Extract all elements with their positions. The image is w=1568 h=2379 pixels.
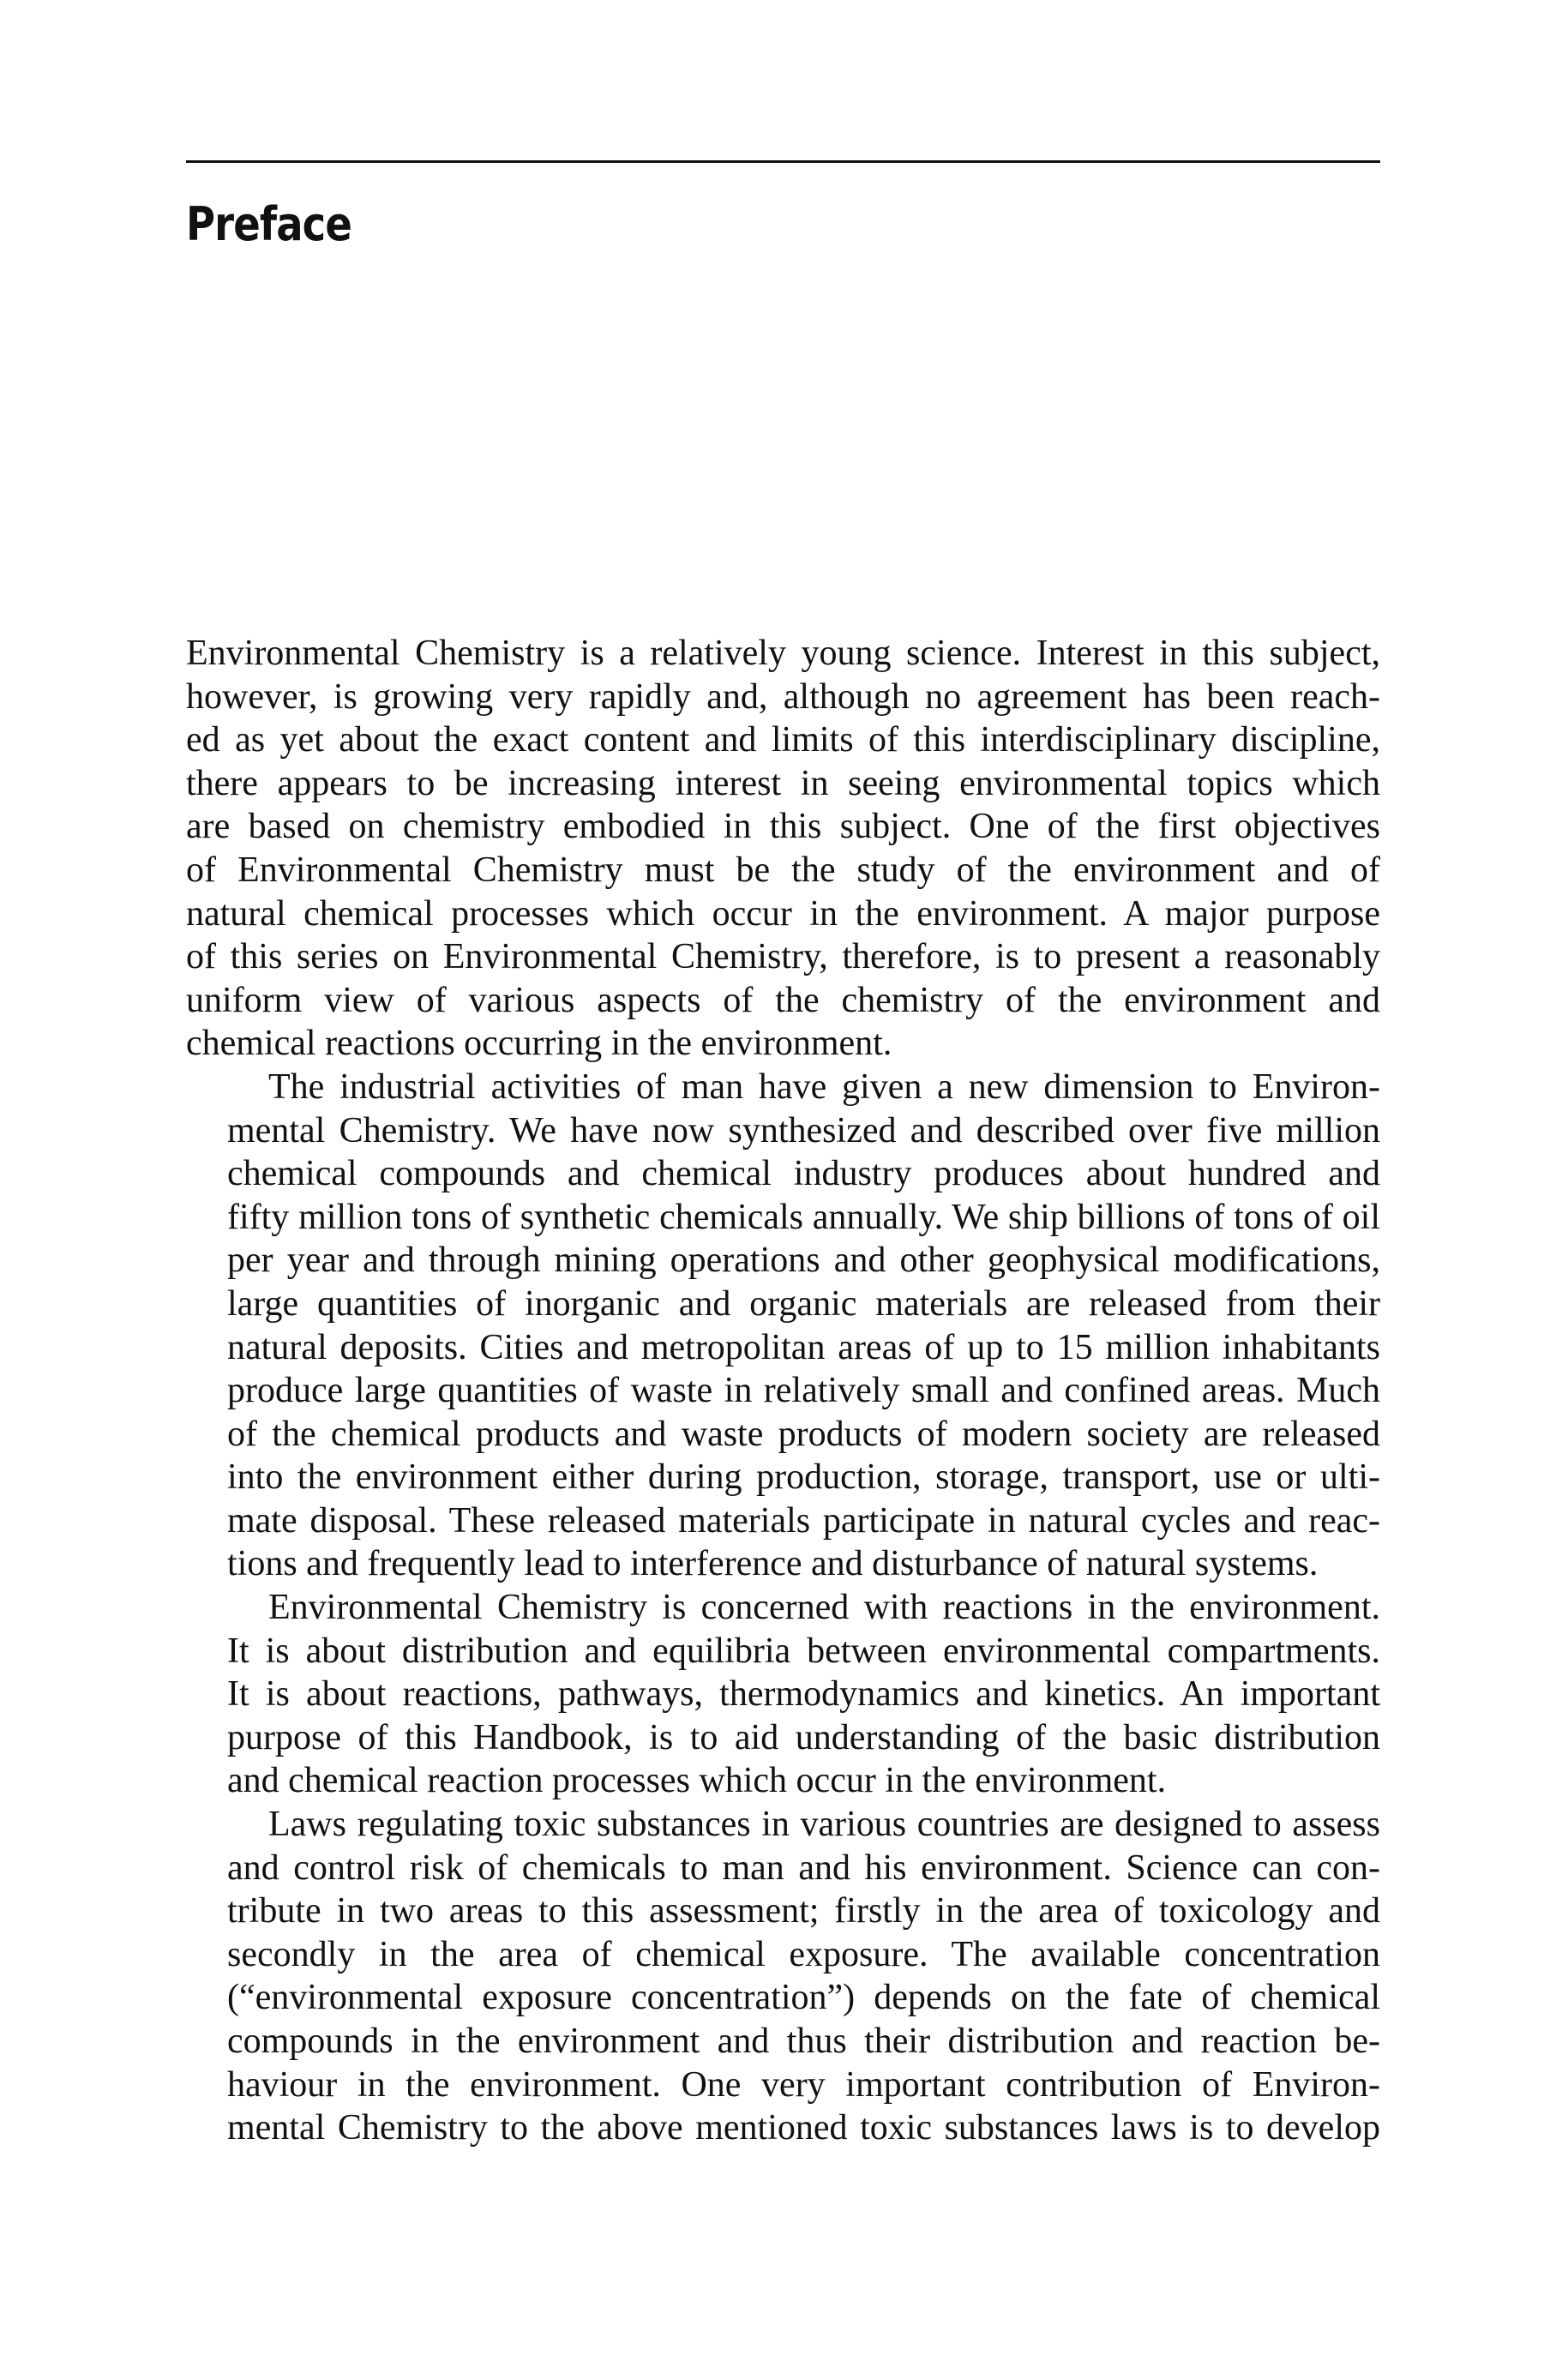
text-line: and control risk of chemicals to man and his environment. Science can con- [227, 1847, 1380, 1888]
text-line: Environmental Chemistry is a relatively young science. Interest in this subject, [186, 634, 1380, 673]
page-title: Preface [186, 197, 351, 251]
text-line: ed as yet about the exact content and limits of this interdisciplinary discipline, [186, 720, 1380, 760]
text-line: secondly in the area of chemical exposure. The available concentration [227, 1934, 1380, 1974]
text-line: Laws regulating toxic substances in various countries are designed to assess [268, 1805, 1380, 1845]
text-line: however, is growing very rapidly and, although no agreement has been reach- [186, 676, 1380, 717]
text-line: mental Chemistry. We have now synthesized and described over five million [227, 1110, 1380, 1150]
paragraph-4 [186, 1803, 1380, 2150]
paragraph-2 [186, 1066, 1380, 1586]
text-line: are based on chemistry embodied in this subject. One of the first objectives [186, 807, 1380, 847]
text-line: produce large quantities of waste in relatively small and confined areas. Much [227, 1371, 1380, 1411]
text-line: natural chemical processes which occur in the environment. A major purpose [186, 893, 1380, 934]
text-line: of the chemical products and waste products of modern society are released [227, 1414, 1380, 1454]
text-line: purpose of this Handbook, is to aid understanding of the basic distribution [227, 1717, 1380, 1757]
paragraph-1 [186, 632, 1380, 1066]
text-line: fifty million tons of synthetic chemicals annually. We ship billions of tons of oil [227, 1197, 1380, 1237]
text-line: It is about distribution and equilibria between environmental compartments. [227, 1631, 1380, 1671]
header-rule [186, 160, 1380, 163]
text-line: into the environment either during production, storage, transport, use or ulti- [227, 1457, 1380, 1498]
text-line: (“environmental exposure concentration”) depends on the fate of chemical [227, 1978, 1380, 2018]
text-line: tribute in two areas to this assessment; firstly in the area of toxicology and [227, 1891, 1380, 1931]
text-line: large quantities of inorganic and organic materials are released from their [227, 1283, 1380, 1324]
text-line: of this series on Environmental Chemistry, therefore, is to present a reasonably [186, 937, 1380, 977]
preface-body [186, 632, 1380, 2150]
text-line: per year and through mining operations and other geophysical modifications, [227, 1241, 1380, 1281]
text-line: uniform view of various aspects of the chemistry of the environment and [186, 980, 1380, 1020]
text-line: there appears to be increasing interest in seeing environmental topics which [186, 763, 1380, 803]
text-line: Environmental Chemistry is concerned with reactions in the environment. [268, 1588, 1380, 1628]
text-line: tions and frequently lead to interference and disturbance of natural systems. [227, 1544, 1319, 1584]
text-line: It is about reactions, pathways, thermodynamics and kinetics. An important [227, 1674, 1380, 1715]
text-line: mental Chemistry to the above mentioned toxic substances laws is to develop [227, 2108, 1380, 2148]
text-line: haviour in the environment. One very important contribution of Environ- [227, 2064, 1380, 2105]
text-line: compounds in the environment and thus their distribution and reaction be- [227, 2022, 1380, 2061]
text-line: mate disposal. These released materials participate in natural cycles and reac- [227, 1500, 1380, 1541]
text-line: The industrial activities of man have given a new dimension to Environ- [268, 1066, 1380, 1107]
text-line: of Environmental Chemistry must be the study of the environment and of [186, 850, 1380, 890]
paragraph-3 [186, 1586, 1380, 1803]
text-line: natural deposits. Cities and metropolitan areas of up to 15 million inhabitants [227, 1327, 1380, 1367]
text-line: chemical compounds and chemical industry produces about hundred and [227, 1154, 1380, 1194]
text-line: chemical reactions occurring in the environment. [186, 1024, 892, 1064]
text-line: and chemical reaction processes which occur in the environment. [227, 1761, 1167, 1801]
